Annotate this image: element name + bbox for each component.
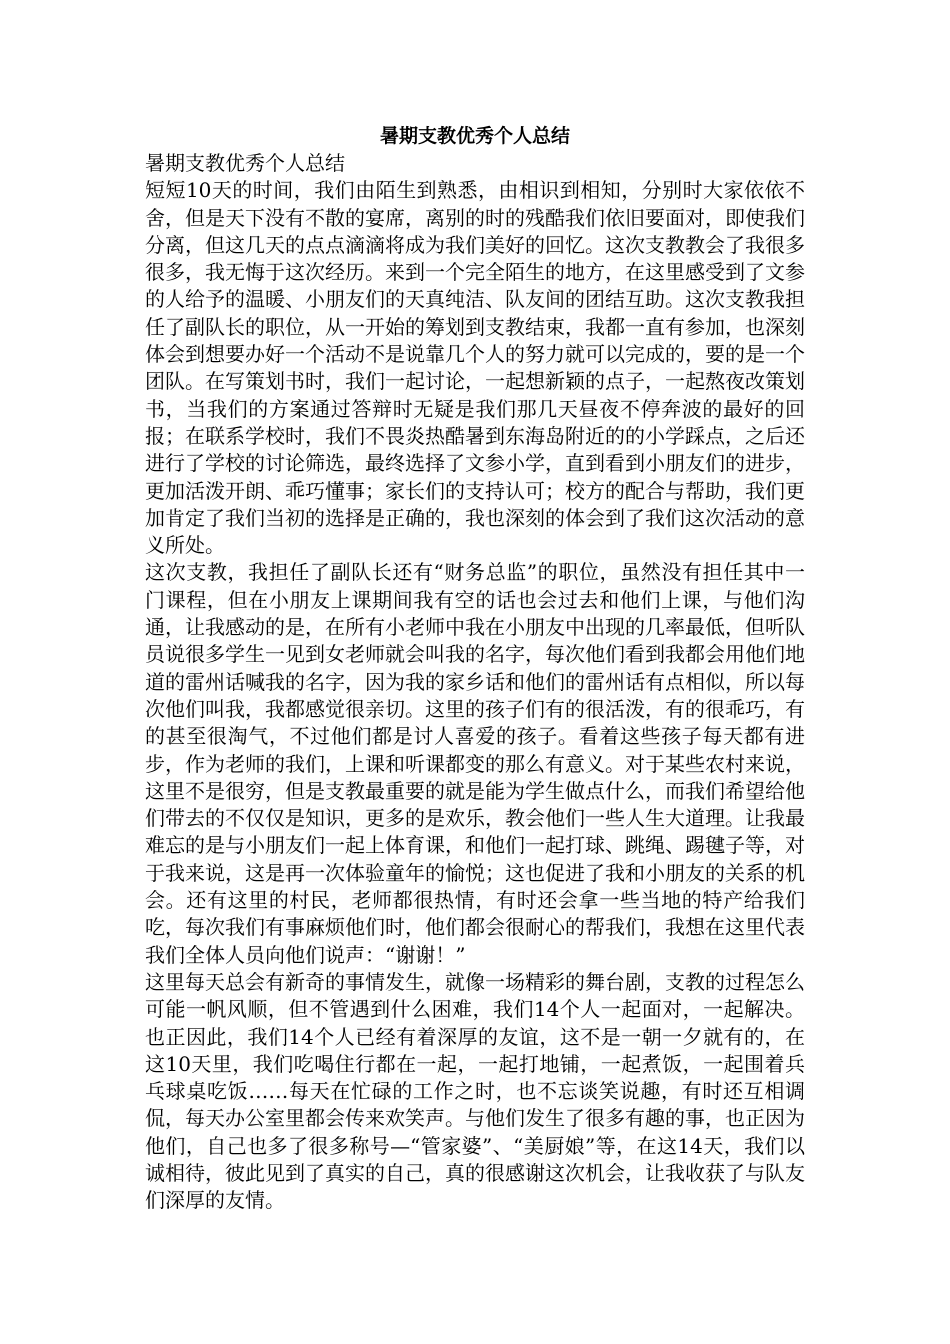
subtitle-paragraph: 暑期支教优秀个人总结 <box>145 151 345 175</box>
body-paragraph-3: 这里每天总会有新奇的事情发生，就像一场精彩的舞台剧，支教的过程怎么可能一帆风顺，但不管遇到什么困难，我们14个人一起面对，一起解决。也正因此，我们14个人已经有着深厚的友谊，这不是一朝一夕就有的，在这10天里，我们吃喝住行都在一起，一起打地铺，一起煮饭，一起围着兵乓球桌吃饭……每天在忙碌的工作之时，也不忘谈笑说趣，有时还互相调侃，每天办公室里都会传来欢笑声。与他们发生了很多有趣的事，也正因为他们，自己也多了很多称号—“管家婆”、“美厨娘”等，在这14天，我们以诚相待，彼此见到了真实的自己，真的很感谢这次机会，让我收获了与队友们深厚的友情。 <box>145 969 805 1213</box>
document-body <box>145 122 805 1215</box>
body-paragraph-1: 短短10天的时间，我们由陌生到熟悉，由相识到相知，分别时大家依依不舍，但是天下没有不散的宴席，离别的时的残酷我们依旧要面对，即使我们分离，但这几天的点点滴滴将成为我们美好的回忆。这次支教教会了我很多很多，我无悔于这次经历。来到一个完全陌生的地方，在这里感受到了文参的人给予的温暖、小朋友们的天真纯洁、队友间的团结互助。这次支教我担任了副队长的职位，从一开始的筹划到支教结束，我都一直有参加，也深刻体会到想要办好一个活动不是说靠几个人的努力就可以完成的，要的是一个团队。在写策划书时，我们一起讨论，一起想新颖的点子，一起熬夜改策划书，当我们的方案通过答辩时无疑是我们那几天昼夜不停奔波的最好的回报；在联系学校时，我们不畏炎热酷暑到东海岛附近的的小学踩点，之后还进行了学校的讨论筛选，最终选择了文参小学，直到看到小朋友们的进步，更加活泼开朗、乖巧懂事；家长们的支持认可；校方的配合与帮助，我们更加肯定了我们当初的选择是正确的，我也深刻的体会到了我们这次活动的意义所处。 <box>145 178 805 558</box>
body-paragraph-2: 这次支教，我担任了副队长还有“财务总监”的职位，虽然没有担任其中一门课程，但在小朋友上课期间我有空的话也会过去和他们上课，与他们沟通，让我感动的是，在所有小老师中我在小朋友中出现的几率最低，但听队员说很多学生一见到女老师就会叫我的名字，每次他们看到我都会用他们地道的雷州话喊我的名字，因为我的家乡话和他们的雷州话有点相似，所以每次他们叫我，我都感觉很亲切。这里的孩子们有的很活泼，有的很乖巧，有的甚至很淘气，不过他们都是讨人喜爱的孩子。看着这些孩子每天都有进步，作为老师的我们，上课和听课都变的那么有意义。对于某些农村来说，这里不是很穷，但是支教最重要的就是能为学生做点什么，而我们希望给他们带去的不仅仅是知识，更多的是欢乐，教会他们一些人生大道理。让我最难忘的是与小朋友们一起上体育课，和他们一起打球、跳绳、踢毽子等，对于我来说，这是再一次体验童年的愉悦；这也促进了我和小朋友的关系的机会。还有这里的村民，老师都很热情，有时还会拿一些当地的特产给我们吃，每次我们有事麻烦他们时，他们都会很耐心的帮我们，我想在这里代表我们全体人员向他们说声：“谢谢！” <box>145 560 805 967</box>
document-title: 暑期支教优秀个人总结 <box>379 125 570 147</box>
